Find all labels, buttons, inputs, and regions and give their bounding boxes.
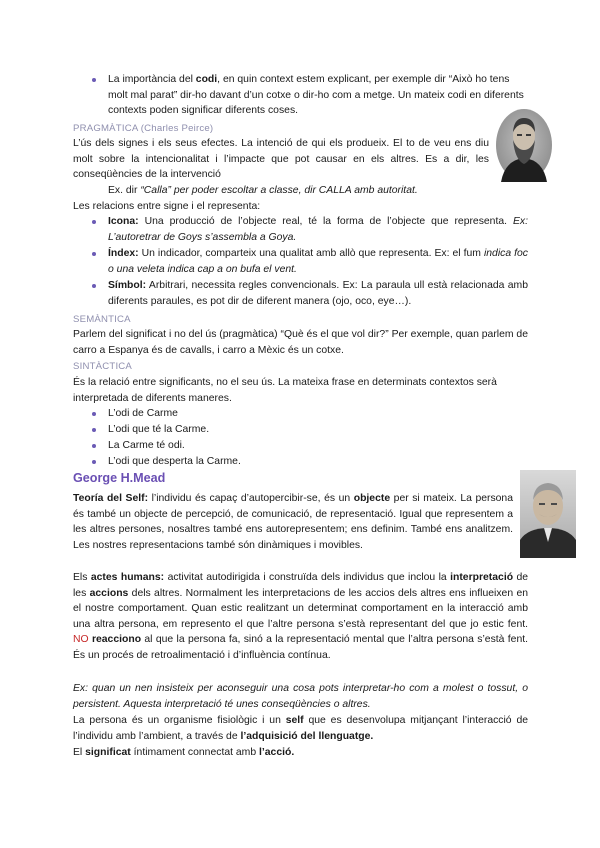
relation-simbol: Símbol: Arbitrari, necessita regles convencionals. Ex: La paraula ull està relacionada amb diferents paraules, es pot dir de diferent manera (ojo, oco, eye…). — [108, 280, 528, 307]
bullet-marker — [92, 220, 96, 224]
relations-intro: Les relacions entre signe i el representa: — [73, 201, 261, 212]
bullet-marker — [92, 428, 96, 432]
sintactica-text: És la relació entre significants, no el seu ús. La mateixa frase en determinats contextos serà interpretada de diferents maneres. — [73, 377, 497, 404]
mead-portrait — [520, 470, 576, 558]
relation-index: Índex: Un indicador, comparteix una qualitat amb allò que representa. Ex: el fum indica foc o una veleta indica cap a on bufa el vent. — [108, 248, 528, 275]
bullet-codi: La importància del codi, en quin context estem explicant, per exemple dir “Això ho tens molt mal parat” dir-ho davant d’un cotxe o dir-ho com a metge. Un mateix codi en diferents contexts poden significar diferents coses. — [108, 74, 524, 116]
semantica-text: Parlem del significat i no del ús (pragmàtica) “Què és el que vol dir?” Per exemple, quan parlem de carro a Espanya és de cavalls, i carro a Mèxic és un cotxe. — [73, 329, 528, 356]
mead-person-paragraph: La persona és un organisme fisiològic i un self que es desenvolupa mitjançant l’interacció de l’individu amb l’ambient, a través de l’adquisició del llenguatge. — [73, 715, 528, 742]
sintactica-item: L’odi de Carme — [108, 408, 178, 419]
mead-example: Ex: quan un nen insisteix per aconseguir una cosa pots interpretar-ho com a molest o tossut, o persistent. Aquesta interpretació té unes conseqüències o altres. — [73, 683, 528, 710]
mead-actes-paragraph: Els actes humans: activitat autodirigida i construïda dels individus que inclou la interpretació de les accions dels altres. Normalment les interpretacions de les accios dels altres ens influeixen en el nostre comportament. Quan estic realitzant un determinat comportament en la interacció amb una altra persona, em represento el que l’altre persona s’està representant del que jo estic fent. NO reacciono al que la persona fa, sinó a la representació mental que l’altra persona s’està fent. És un procés de retroalimentació i d’influència contínua. — [73, 572, 529, 661]
mead-self-paragraph: Teoría del Self: l’individu és capaç d’autopercibir-se, és un objecte per si mateix. La persona és també un objecte de percepció, de comunicació, de representació. Igual que representem a les altres persones, nosaltres també ens autorepresentem; ens definim. També ens analitzem. Les nostres representacions també són dinàmiques i movibles. — [73, 493, 513, 551]
peirce-portrait — [495, 108, 553, 182]
semantica-heading: SEMÀNTICA — [73, 314, 131, 325]
pragmatica-heading: PRAGMÀTICA (Charles Peirce) — [73, 123, 214, 134]
bullet-marker — [92, 78, 96, 82]
mead-heading: George H.Mead — [73, 471, 166, 485]
pragmatica-text: L’ús dels signes i els seus efectes. La intenció de qui els produeix. El to de veu ens diu molt sobre la intencionalitat i l’impacte que pot causar en els altres. Es a dir, les conseqüències de la intervenció — [73, 138, 489, 180]
sintactica-item: L’odi que té la Carme. — [108, 424, 210, 435]
bullet-marker — [92, 252, 96, 256]
bullet-marker — [92, 460, 96, 464]
bullet-marker — [92, 412, 96, 416]
sintactica-item: La Carme té odi. — [108, 440, 185, 451]
bullet-marker — [92, 444, 96, 448]
bold-term: codi — [195, 74, 218, 85]
relation-icona: Icona: Una producció de l’objecte real, té la forma de l’objecte que representa. Ex: L’autoretrar de Goys s’assembla a Goya. — [108, 216, 528, 243]
mead-significat-line: El significat íntimament connectat amb l’acció. — [73, 747, 295, 758]
bullet-marker — [92, 284, 96, 288]
pragmatica-example: Ex. dir “Calla” per poder escoltar a classe, dir CALLA amb autoritat. — [108, 185, 418, 196]
sintactica-heading: SINTÀCTICA — [73, 361, 133, 372]
sintactica-item: L’odi que desperta la Carme. — [108, 456, 241, 467]
